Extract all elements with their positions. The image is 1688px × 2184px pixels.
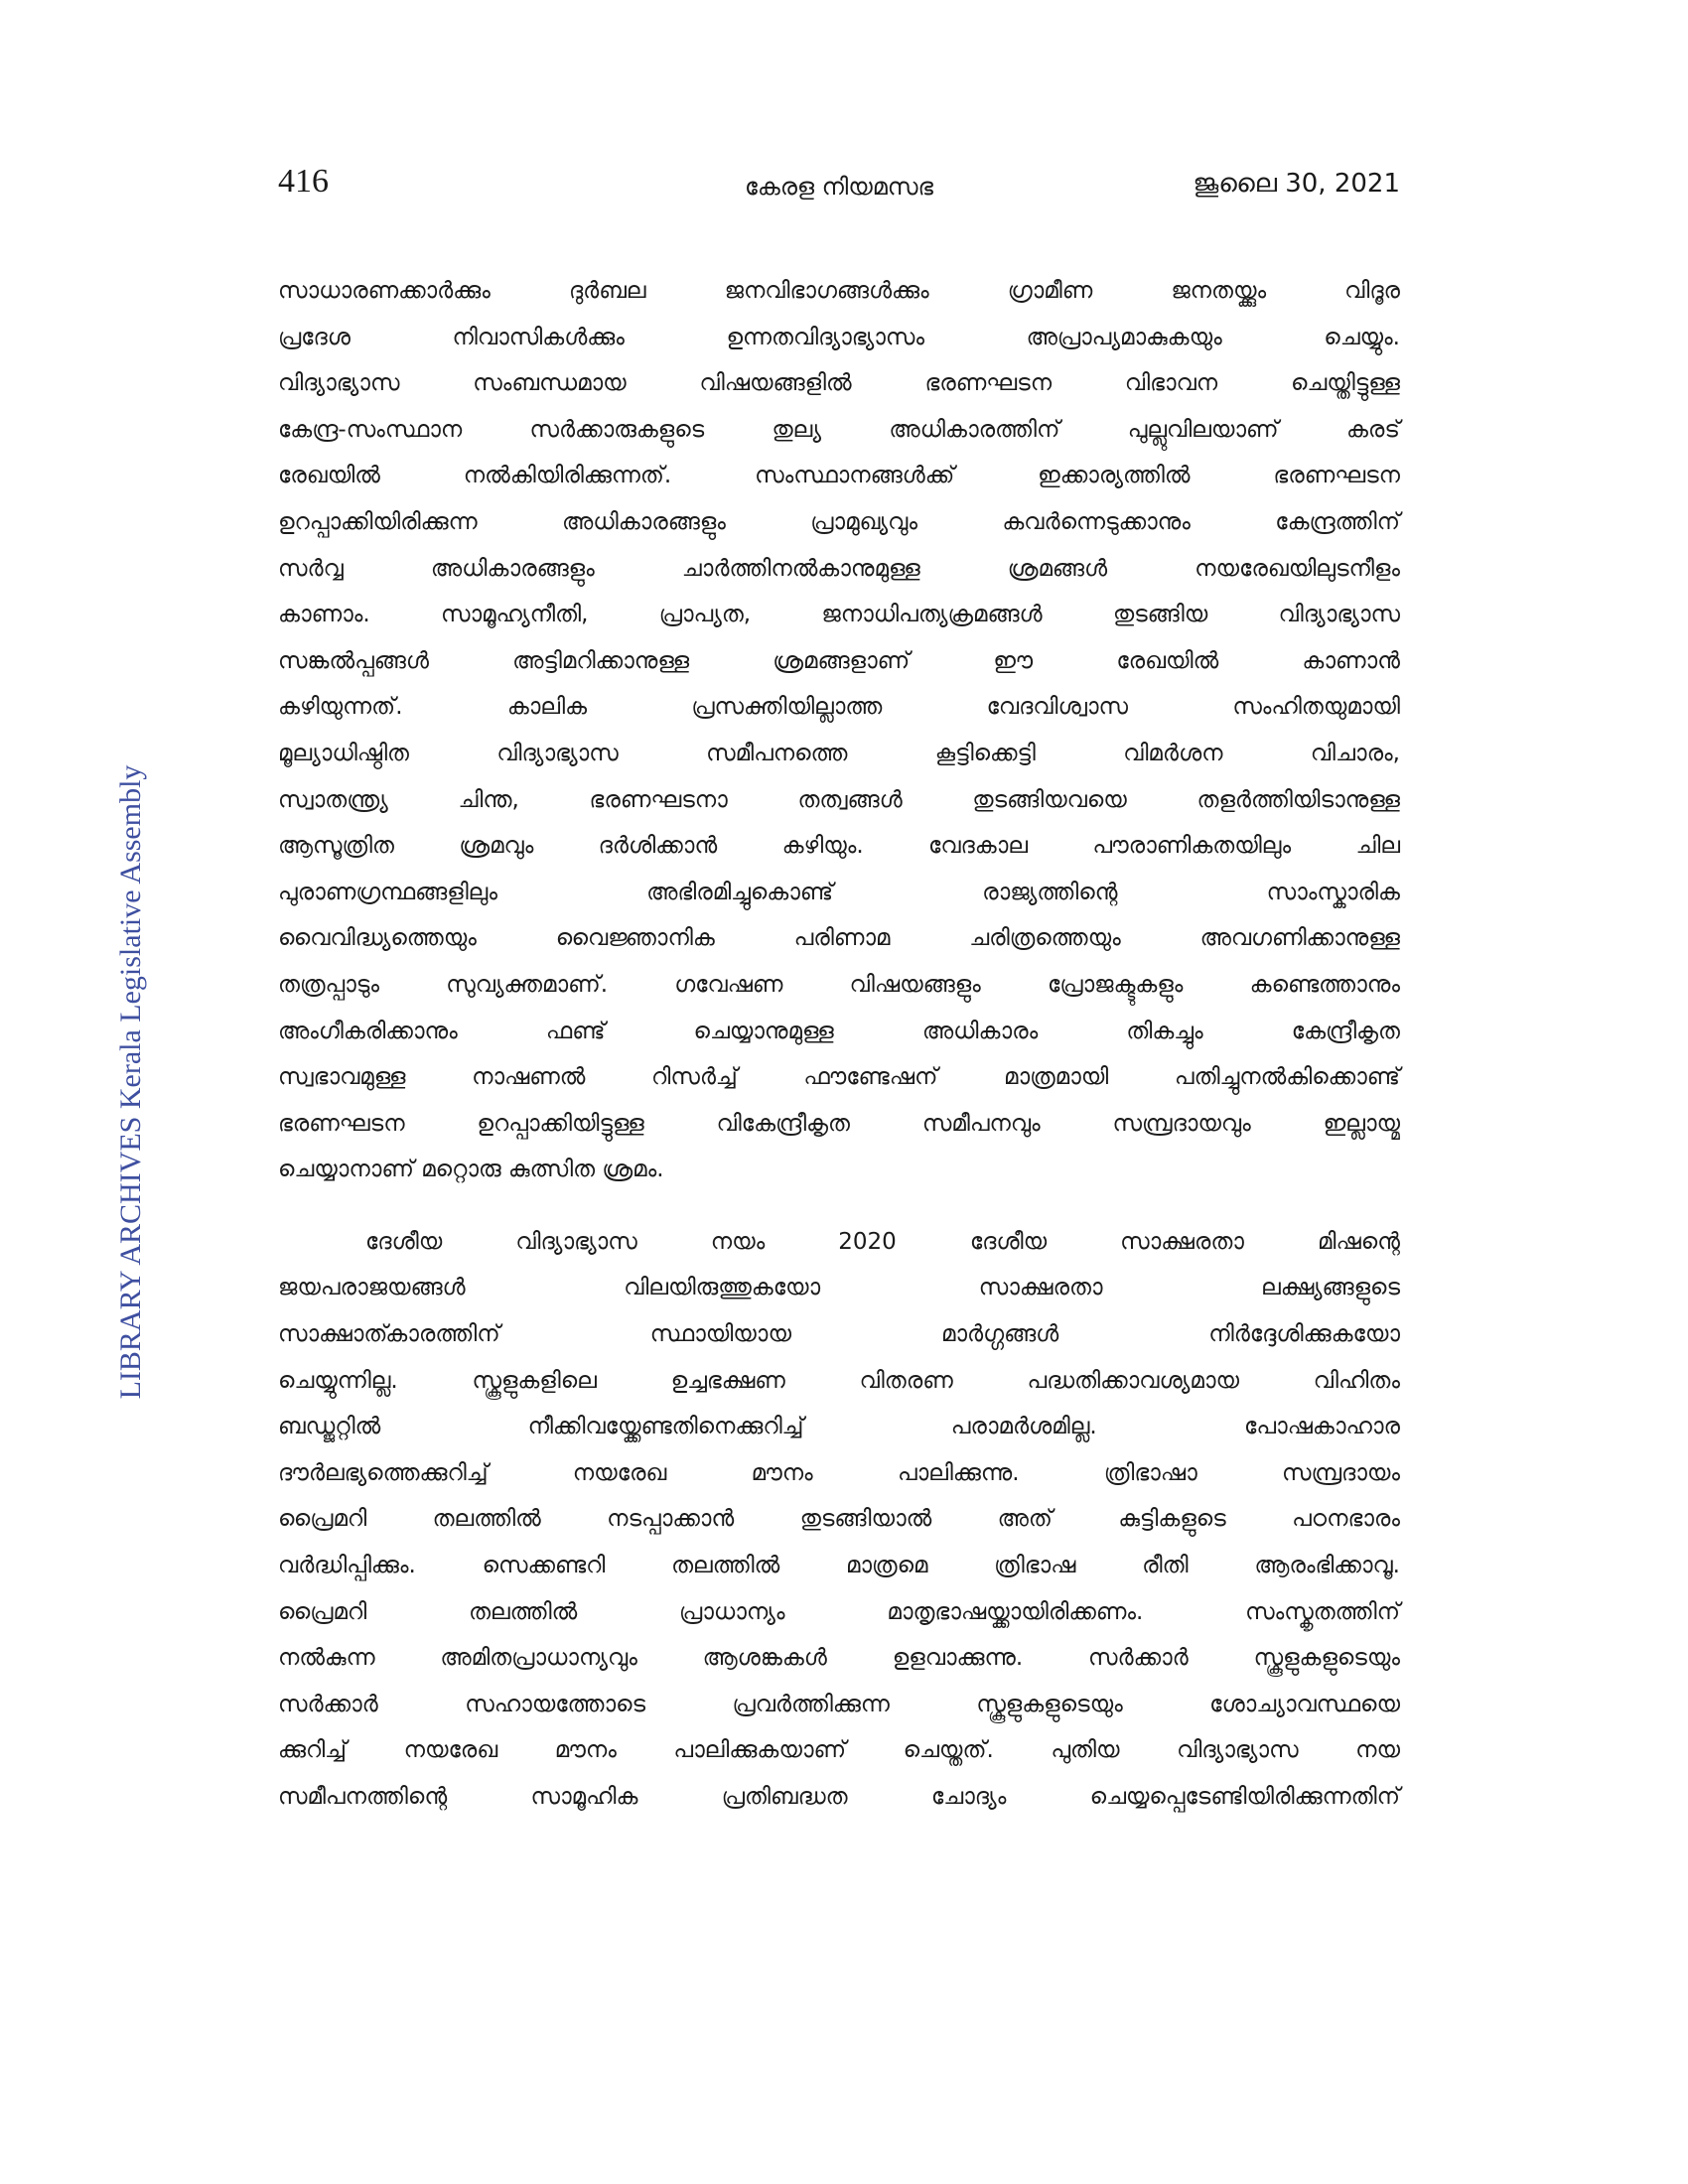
text-line: വിദ്യാഭ്യാസ സംബന്ധമായ വിഷയങ്ങളിൽ ഭരണഘടന വിഭാവന ചെയ്തിട്ടുള്ള xyxy=(278,370,1400,397)
text-line: പ്രദേശ നിവാസികൾക്കും ഉന്നതവിദ്യാഭ്യാസം അപ്രാപ്യമാകുകയും ചെയ്യും. xyxy=(278,324,1400,350)
text-line: പ്രൈമറി തലത്തിൽ പ്രാധാന്യം മാതൃഭാഷയ്ക്കായിരിക്കണം. സംസ്കൃതത്തിന് xyxy=(278,1598,1400,1625)
text-line: വൈവിദ്ധ്യത്തെയും വൈജ്ഞാനിക പരിണാമ ചരിത്രത്തെയും അവഗണിക്കാനുള്ള xyxy=(278,925,1400,952)
text-line: ചെയ്യാനാണ് മറ്റൊരു കുത്സിത ശ്രമം. xyxy=(278,1157,664,1183)
text-line: ദേശീയ വിദ്യാഭ്യാസ നയം 2020 ദേശീയ സാക്ഷരതാ മിഷന്റെ xyxy=(365,1228,1400,1255)
text-line: ബഡ്ജറ്റിൽ നീക്കിവയ്ക്കേണ്ടതിനെക്കുറിച്ച് പരാമർശമില്ല. പോഷകാഹാര xyxy=(278,1414,1400,1440)
text-line: പുരാണഗ്രന്ഥങ്ങളിലും അഭിരമിച്ചുകൊണ്ട് രാജ്യത്തിന്റെ സാംസ്കാരിക xyxy=(278,879,1400,905)
text-line: ഭരണഘടന ഉറപ്പാക്കിയിട്ടുള്ള വികേന്ദ്രീകൃത സമീപനവും സമ്പ്രദായവും ഇല്ലായ്മ xyxy=(278,1110,1400,1137)
text-line: കേന്ദ്ര-സംസ്ഥാന സർക്കാരുകളുടെ തുല്യ അധികാരത്തിന് പുല്ലുവിലയാണ് കരട് xyxy=(278,416,1400,443)
text-line: മൂല്യാധിഷ്ഠിത വിദ്യാഭ്യാസ സമീപനത്തെ കൂട്ടിക്കെട്ടി വിമർശന വിചാരം, xyxy=(278,740,1400,766)
paragraph-2 xyxy=(278,1219,1400,1821)
text-line: വർദ്ധിപ്പിക്കും. സെക്കണ്ടറി തലത്തിൽ മാത്രമെ ത്രിഭാഷ രീതി ആരംഭിക്കാവൂ. xyxy=(278,1553,1400,1579)
archive-watermark: LIBRARY ARCHIVES Kerala Legislative Assembly xyxy=(114,764,147,1400)
text-line: കഴിയുന്നത്. കാലിക പ്രസക്തിയില്ലാത്ത വേദവിശ്വാസ സംഹിതയുമായി xyxy=(278,694,1400,721)
text-line: തത്രപ്പാടും സുവ്യക്തമാണ്. ഗവേഷണ വിഷയങ്ങളും പ്രോജക്ടുകളും കണ്ടെത്താനും xyxy=(278,971,1400,998)
text-line: കാണാം. സാമൂഹ്യനീതി, പ്രാപ്യത, ജനാധിപത്യക്രമങ്ങൾ തുടങ്ങിയ വിദ്യാഭ്യാസ xyxy=(278,602,1400,628)
paragraph-1 xyxy=(278,268,1400,1193)
document-body xyxy=(278,268,1400,1821)
text-line: ക്കുറിച്ച് നയരേഖ മൗനം പാലിക്കുകയാണ് ചെയ്തത്. പുതിയ വിദ്യാഭ്യാസ നയ xyxy=(278,1737,1400,1764)
text-line: സർവ്വ അധികാരങ്ങളും ചാർത്തിനൽകാനുമുള്ള ശ്രമങ്ങൾ നയരേഖയിലുടനീളം xyxy=(278,555,1400,582)
page-number: 416 xyxy=(278,163,329,200)
text-line: സങ്കൽപ്പങ്ങൾ അട്ടിമറിക്കാനുള്ള ശ്രമങ്ങളാണ് ഈ രേഖയിൽ കാണാൻ xyxy=(278,647,1400,674)
text-line: ആസൂത്രിത ശ്രമവും ദർശിക്കാൻ കഴിയും. വേദകാല പൗരാണികതയിലും ചില xyxy=(278,833,1400,860)
text-line: സർക്കാർ സഹായത്തോടെ പ്രവർത്തിക്കുന്ന സ്കൂളുകളുടെയും ശോച്യാവസ്ഥയെ xyxy=(278,1691,1400,1717)
text-line: ജയപരാജയങ്ങൾ വിലയിരുത്തുകയോ സാക്ഷരതാ ലക്ഷ്യങ്ങളുടെ xyxy=(278,1275,1400,1301)
page-header xyxy=(278,157,1400,216)
text-line: സ്വാതന്ത്ര്യ ചിന്ത, ഭരണഘടനാ തത്വങ്ങൾ തുടങ്ങിയവയെ തളർത്തിയിടാനുള്ള xyxy=(278,786,1400,813)
running-title: കേരള നിയമസഭ xyxy=(744,173,934,201)
text-line: സാക്ഷാത്കാരത്തിന് സ്ഥായിയായ മാർഗ്ഗങ്ങൾ നിർദ്ദേശിക്കുകയോ xyxy=(278,1321,1400,1348)
text-line: രേഖയിൽ നൽകിയിരിക്കുന്നത്. സംസ്ഥാനങ്ങൾക്ക് ഇക്കാര്യത്തിൽ ഭരണഘടന xyxy=(278,463,1400,489)
header-date: ജൂലൈ 30, 2021 xyxy=(1193,169,1400,199)
text-line: ഉറപ്പാക്കിയിരിക്കുന്ന അധികാരങ്ങളും പ്രാമുഖ്യവും കവർന്നെടുക്കാനും കേന്ദ്രത്തിന് xyxy=(278,508,1400,535)
text-line: ദൗർലഭ്യത്തെക്കുറിച്ച് നയരേഖ മൗനം പാലിക്കുന്നു. ത്രിഭാഷാ സമ്പ്രദായം xyxy=(278,1459,1400,1486)
paragraph-gap xyxy=(278,1193,1400,1219)
text-line: സ്വഭാവമുള്ള നാഷണൽ റിസർച്ച് ഫൗണ്ടേഷന് മാത്രമായി പതിച്ചുനൽകിക്കൊണ്ട് xyxy=(278,1064,1400,1091)
text-line: സാധാരണക്കാർക്കും ദുർബല ജനവിഭാഗങ്ങൾക്കും ഗ്രാമീണ ജനതയ്ക്കും വിദൂര xyxy=(278,278,1400,304)
text-line: നൽകുന്ന അമിതപ്രാധാന്യവും ആശങ്കകൾ ഉളവാക്കുന്നു. സർക്കാർ സ്കൂളുകളുടെയും xyxy=(278,1645,1400,1672)
text-line: സമീപനത്തിന്റെ സാമൂഹിക പ്രതിബദ്ധത ചോദ്യം ചെയ്യപ്പെടേണ്ടിയിരിക്കുന്നതിന് xyxy=(278,1784,1400,1810)
text-line: പ്രൈമറി തലത്തിൽ നടപ്പാക്കാൻ തുടങ്ങിയാൽ അത് കുട്ടികളുടെ പഠനഭാരം xyxy=(278,1506,1400,1533)
text-line: ചെയ്യുന്നില്ല. സ്കൂളുകളിലെ ഉച്ചഭക്ഷണ വിതരണ പദ്ധതിക്കാവശ്യമായ വിഹിതം xyxy=(278,1367,1400,1394)
text-line: അംഗീകരിക്കാനും ഫണ്ട് ചെയ്യാനുമുള്ള അധികാരം തികച്ചും കേന്ദ്രീകൃത xyxy=(278,1018,1400,1044)
